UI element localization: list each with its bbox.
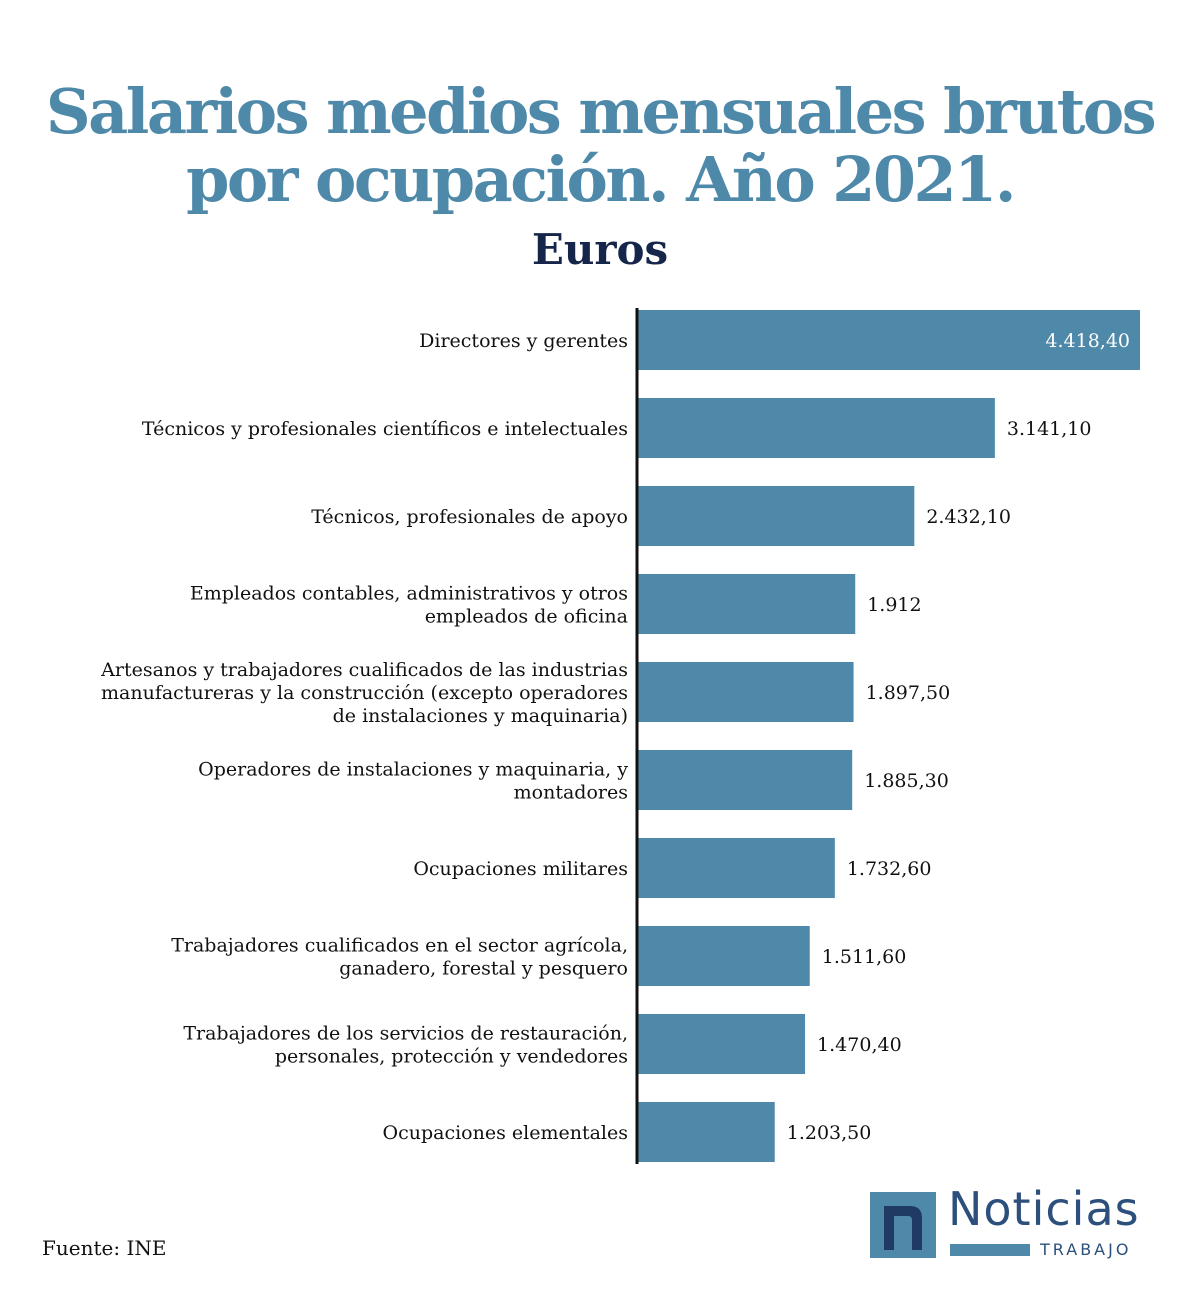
category-label: Operadores de instalaciones y maquinaria, y montadores <box>198 758 628 804</box>
bar <box>638 398 995 458</box>
logo-tagline: TRABAJO <box>1040 1240 1132 1259</box>
value-label: 1.885,30 <box>864 770 949 792</box>
category-label: Directores y gerentes <box>419 330 628 352</box>
value-label: 1.897,50 <box>865 682 951 704</box>
bar <box>638 750 852 810</box>
category-label: Ocupaciones elementales <box>382 1122 628 1144</box>
bar <box>638 926 810 986</box>
source-note: Fuente: INE <box>42 1236 167 1260</box>
logo-mark-icon <box>870 1192 936 1258</box>
value-label: 1.203,50 <box>786 1122 872 1144</box>
value-label: 1.912 <box>867 594 922 616</box>
bar <box>638 838 835 898</box>
category-label: Empleados contables, administrativos y otros empleados de oficina <box>189 582 628 628</box>
category-label: Técnicos, profesionales de apoyo <box>311 506 628 528</box>
value-label: 4.418,40 <box>1045 330 1130 352</box>
chart-title-line: Salarios medios mensuales brutos <box>45 75 1155 148</box>
logo-name: Noticias <box>948 1182 1140 1236</box>
category-label: Técnicos y profesionales científicos e intelectuales <box>141 418 628 440</box>
logo-accent-bar <box>950 1244 1030 1256</box>
bar <box>638 486 914 546</box>
value-label: 2.432,10 <box>926 506 1011 528</box>
bar <box>638 1014 805 1074</box>
category-label: Trabajadores de los servicios de restauración, personales, protección y vendedores <box>183 1022 628 1068</box>
category-label: Artesanos y trabajadores cualificados de las industrias manufactureras y la construcción (excepto operadores de instalaciones y maquinaria) <box>101 659 628 727</box>
bar <box>638 662 854 722</box>
noticias-trabajo-logo <box>870 1182 1145 1260</box>
category-label: Trabajadores cualificados en el sector agrícola, ganadero, forestal y pesquero <box>171 934 628 980</box>
bar <box>638 574 855 634</box>
value-label: 3.141,10 <box>1006 418 1092 440</box>
value-label: 1.732,60 <box>846 858 932 880</box>
bar <box>638 1102 775 1162</box>
chart-subtitle: Euros <box>531 225 669 274</box>
value-label: 1.470,40 <box>817 1034 902 1056</box>
chart-title-line: por ocupación. Año 2021. <box>186 143 1014 216</box>
value-label: 1.511,60 <box>821 946 907 968</box>
category-label: Ocupaciones militares <box>413 858 628 880</box>
